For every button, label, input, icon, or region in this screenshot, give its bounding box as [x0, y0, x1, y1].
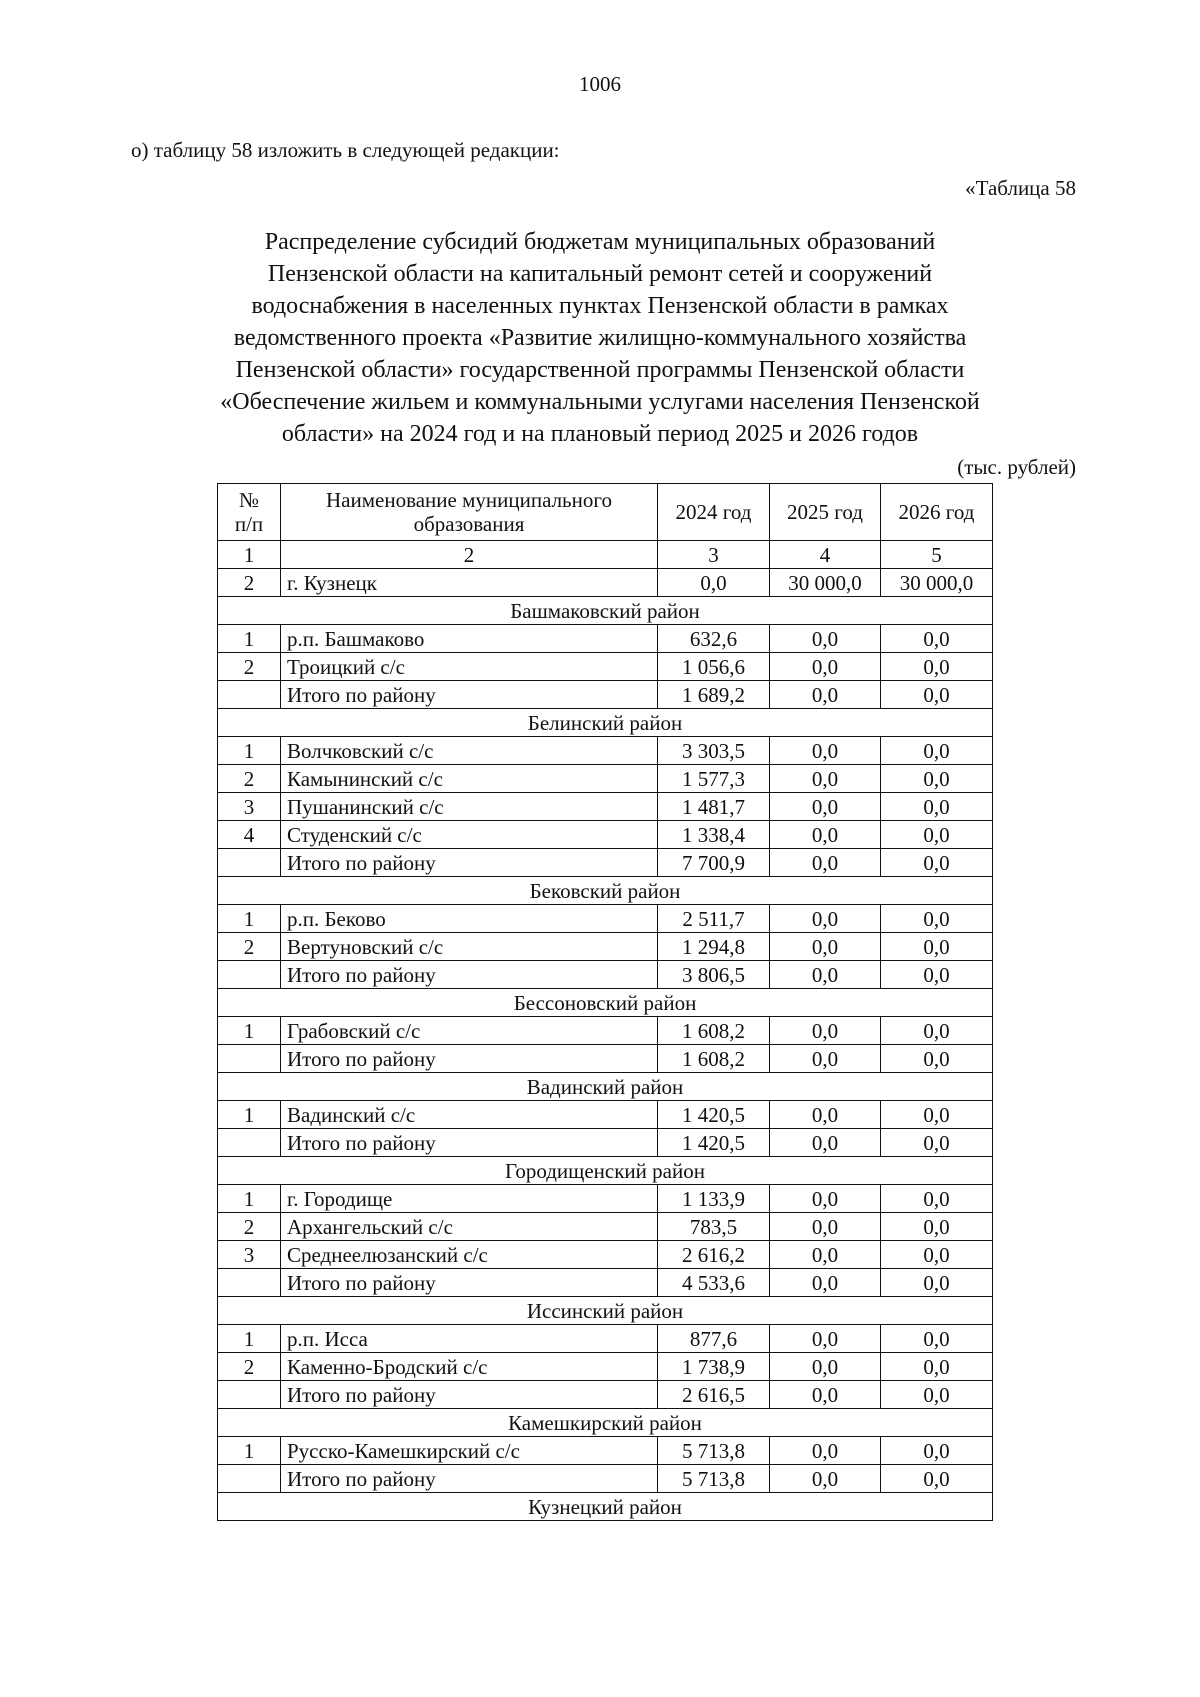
table-row [218, 1241, 993, 1269]
value-2026: 0,0 [881, 1325, 993, 1353]
table-row [218, 1017, 993, 1045]
value-2025: 0,0 [770, 737, 881, 765]
row-name: Вадинский с/с [281, 1101, 658, 1129]
row-name: Итого по району [281, 849, 658, 877]
row-name: Каменно-Бродский с/с [281, 1353, 658, 1381]
section-row [218, 1073, 993, 1101]
value-2024: 1 133,9 [658, 1185, 770, 1213]
table-row [218, 625, 993, 653]
value-2024: 2 616,2 [658, 1241, 770, 1269]
section-title: Башмаковский район [218, 597, 993, 625]
row-number [218, 1129, 281, 1157]
value-2024: 4 533,6 [658, 1269, 770, 1297]
section-title: Белинский район [218, 709, 993, 737]
value-2024: 1 420,5 [658, 1129, 770, 1157]
row-name: Итого по району [281, 681, 658, 709]
value-2025: 0,0 [770, 1045, 881, 1073]
total-row [218, 1465, 993, 1493]
row-name: Троицкий с/с [281, 653, 658, 681]
row-number: 1 [218, 1017, 281, 1045]
value-2026: 0,0 [881, 1241, 993, 1269]
value-2026: 0,0 [881, 1465, 993, 1493]
row-name: Итого по району [281, 1129, 658, 1157]
section-row [218, 1297, 993, 1325]
row-name: Грабовский с/с [281, 1017, 658, 1045]
value-2025: 30 000,0 [770, 569, 881, 597]
value-2024: 1 738,9 [658, 1353, 770, 1381]
value-2025: 0,0 [770, 1129, 881, 1157]
table-row [218, 821, 993, 849]
value-2024: 1 481,7 [658, 793, 770, 821]
value-2025: 0,0 [770, 653, 881, 681]
row-name: Итого по району [281, 1045, 658, 1073]
value-2025: 0,0 [770, 1101, 881, 1129]
table-row [218, 1353, 993, 1381]
row-number: 4 [218, 821, 281, 849]
value-2026: 0,0 [881, 1017, 993, 1045]
value-2024: 1 056,6 [658, 653, 770, 681]
row-number: 2 [218, 765, 281, 793]
value-2025: 0,0 [770, 793, 881, 821]
value-2025: 0,0 [770, 625, 881, 653]
table-row [218, 569, 993, 597]
table-row [218, 1325, 993, 1353]
row-name: Пушанинский с/с [281, 793, 658, 821]
title-line: Пензенской области» государственной программы Пензенской области [235, 357, 965, 383]
value-2025: 0,0 [770, 1213, 881, 1241]
row-name: Итого по району [281, 1465, 658, 1493]
table-row [218, 1185, 993, 1213]
row-name: Итого по району [281, 961, 658, 989]
value-2025: 0,0 [770, 681, 881, 709]
header-num: № п/п [218, 484, 281, 541]
table-row [218, 793, 993, 821]
value-2026: 0,0 [881, 1437, 993, 1465]
row-name: г. Кузнецк [281, 569, 658, 597]
value-2024: 1 420,5 [658, 1101, 770, 1129]
value-2025: 0,0 [770, 1185, 881, 1213]
value-2024: 1 294,8 [658, 933, 770, 961]
header-row [218, 484, 993, 541]
row-number: 1 [218, 905, 281, 933]
row-number [218, 1465, 281, 1493]
row-number: 1 [218, 625, 281, 653]
row-number [218, 1381, 281, 1409]
section-row [218, 709, 993, 737]
value-2025: 0,0 [770, 765, 881, 793]
row-number [218, 1269, 281, 1297]
document-title [140, 226, 1060, 450]
total-row [218, 1269, 993, 1297]
header-2025: 2025 год [770, 484, 881, 541]
value-2025: 0,0 [770, 1465, 881, 1493]
row-number: 3 [218, 1241, 281, 1269]
value-2026: 0,0 [881, 793, 993, 821]
value-2025: 0,0 [770, 1241, 881, 1269]
value-2025: 0,0 [770, 961, 881, 989]
value-2024: 2 511,7 [658, 905, 770, 933]
value-2024: 2 616,5 [658, 1381, 770, 1409]
value-2026: 0,0 [881, 681, 993, 709]
row-name: Вертуновский с/с [281, 933, 658, 961]
col-number: 1 [218, 541, 281, 569]
row-name: г. Городище [281, 1185, 658, 1213]
value-2026: 0,0 [881, 905, 993, 933]
value-2026: 0,0 [881, 1381, 993, 1409]
table-row [218, 1437, 993, 1465]
title-line: Распределение субсидий бюджетам муниципальных образований [264, 229, 936, 255]
col-number: 5 [881, 541, 993, 569]
total-row [218, 681, 993, 709]
value-2026: 0,0 [881, 1185, 993, 1213]
row-number: 1 [218, 1185, 281, 1213]
value-2026: 0,0 [881, 1045, 993, 1073]
value-2025: 0,0 [770, 1437, 881, 1465]
title-line: области» на 2024 год и на плановый период 2025 и 2026 годов [281, 421, 919, 447]
row-number: 1 [218, 1437, 281, 1465]
value-2024: 1 577,3 [658, 765, 770, 793]
table-label: «Таблица 58 [965, 176, 1076, 200]
value-2025: 0,0 [770, 821, 881, 849]
row-name: р.п. Исса [281, 1325, 658, 1353]
row-number: 1 [218, 1101, 281, 1129]
value-2026: 30 000,0 [881, 569, 993, 597]
value-2025: 0,0 [770, 1381, 881, 1409]
total-row [218, 961, 993, 989]
intro-text: о) таблицу 58 изложить в следующей редакции: [131, 138, 560, 162]
page-number: 1006 [579, 72, 621, 96]
table-body [218, 569, 993, 1521]
table-row [218, 905, 993, 933]
row-number [218, 681, 281, 709]
row-number [218, 1045, 281, 1073]
value-2026: 0,0 [881, 1101, 993, 1129]
row-number: 3 [218, 793, 281, 821]
title-line: «Обеспечение жильем и коммунальными услугами населения Пензенской [220, 389, 980, 415]
value-2026: 0,0 [881, 961, 993, 989]
value-2025: 0,0 [770, 1269, 881, 1297]
section-row [218, 1493, 993, 1521]
value-2026: 0,0 [881, 737, 993, 765]
row-number: 1 [218, 737, 281, 765]
units-label: (тыс. рублей) [957, 455, 1076, 479]
section-row [218, 989, 993, 1017]
value-2025: 0,0 [770, 933, 881, 961]
value-2024: 5 713,8 [658, 1437, 770, 1465]
total-row [218, 849, 993, 877]
total-row [218, 1381, 993, 1409]
section-row [218, 1409, 993, 1437]
row-number: 2 [218, 1353, 281, 1381]
table-row [218, 933, 993, 961]
section-title: Бессоновский район [218, 989, 993, 1017]
row-number: 2 [218, 1213, 281, 1241]
row-number [218, 849, 281, 877]
section-title: Городищенский район [218, 1157, 993, 1185]
section-title: Бековский район [218, 877, 993, 905]
value-2026: 0,0 [881, 849, 993, 877]
value-2026: 0,0 [881, 1353, 993, 1381]
value-2024: 3 806,5 [658, 961, 770, 989]
value-2024: 3 303,5 [658, 737, 770, 765]
row-name: Русско-Камешкирский с/с [281, 1437, 658, 1465]
row-name: р.п. Беково [281, 905, 658, 933]
value-2024: 7 700,9 [658, 849, 770, 877]
numbering-row [218, 541, 993, 569]
value-2024: 0,0 [658, 569, 770, 597]
value-2024: 5 713,8 [658, 1465, 770, 1493]
table-row [218, 1101, 993, 1129]
value-2025: 0,0 [770, 1353, 881, 1381]
value-2026: 0,0 [881, 1213, 993, 1241]
title-line: водоснабжения в населенных пунктах Пензенской области в рамках [251, 293, 949, 319]
col-number: 3 [658, 541, 770, 569]
value-2025: 0,0 [770, 849, 881, 877]
value-2024: 1 338,4 [658, 821, 770, 849]
row-name: Студенский с/с [281, 821, 658, 849]
header-name: Наименование муниципального образования [281, 484, 658, 541]
value-2026: 0,0 [881, 625, 993, 653]
table-row [218, 653, 993, 681]
row-name: Волчковский с/с [281, 737, 658, 765]
section-title: Вадинский район [218, 1073, 993, 1101]
row-name: Итого по району [281, 1269, 658, 1297]
value-2026: 0,0 [881, 1269, 993, 1297]
value-2024: 783,5 [658, 1213, 770, 1241]
section-row [218, 1157, 993, 1185]
value-2025: 0,0 [770, 1325, 881, 1353]
row-name: Итого по району [281, 1381, 658, 1409]
table-row [218, 737, 993, 765]
header-2026: 2026 год [881, 484, 993, 541]
total-row [218, 1045, 993, 1073]
subsidy-table [217, 483, 993, 1521]
title-line: Пензенской области на капитальный ремонт сетей и сооружений [267, 261, 933, 287]
section-row [218, 597, 993, 625]
title-line: ведомственного проекта «Развитие жилищно-коммунального хозяйства [233, 325, 967, 351]
value-2026: 0,0 [881, 821, 993, 849]
value-2026: 0,0 [881, 1129, 993, 1157]
value-2026: 0,0 [881, 765, 993, 793]
value-2024: 1 608,2 [658, 1017, 770, 1045]
section-title: Камешкирский район [218, 1409, 993, 1437]
value-2024: 632,6 [658, 625, 770, 653]
table-row [218, 1213, 993, 1241]
value-2024: 1 689,2 [658, 681, 770, 709]
row-number: 2 [218, 569, 281, 597]
row-number: 2 [218, 653, 281, 681]
value-2025: 0,0 [770, 1017, 881, 1045]
row-name: р.п. Башмаково [281, 625, 658, 653]
row-name: Архангельский с/с [281, 1213, 658, 1241]
row-number [218, 961, 281, 989]
section-title: Иссинский район [218, 1297, 993, 1325]
row-number: 1 [218, 1325, 281, 1353]
value-2024: 1 608,2 [658, 1045, 770, 1073]
row-number: 2 [218, 933, 281, 961]
section-title: Кузнецкий район [218, 1493, 993, 1521]
row-name: Камынинский с/с [281, 765, 658, 793]
col-number: 4 [770, 541, 881, 569]
section-row [218, 877, 993, 905]
value-2026: 0,0 [881, 653, 993, 681]
row-name: Среднеелюзанский с/с [281, 1241, 658, 1269]
header-2024: 2024 год [658, 484, 770, 541]
value-2025: 0,0 [770, 905, 881, 933]
table-row [218, 765, 993, 793]
value-2024: 877,6 [658, 1325, 770, 1353]
value-2026: 0,0 [881, 933, 993, 961]
col-number: 2 [281, 541, 658, 569]
total-row [218, 1129, 993, 1157]
